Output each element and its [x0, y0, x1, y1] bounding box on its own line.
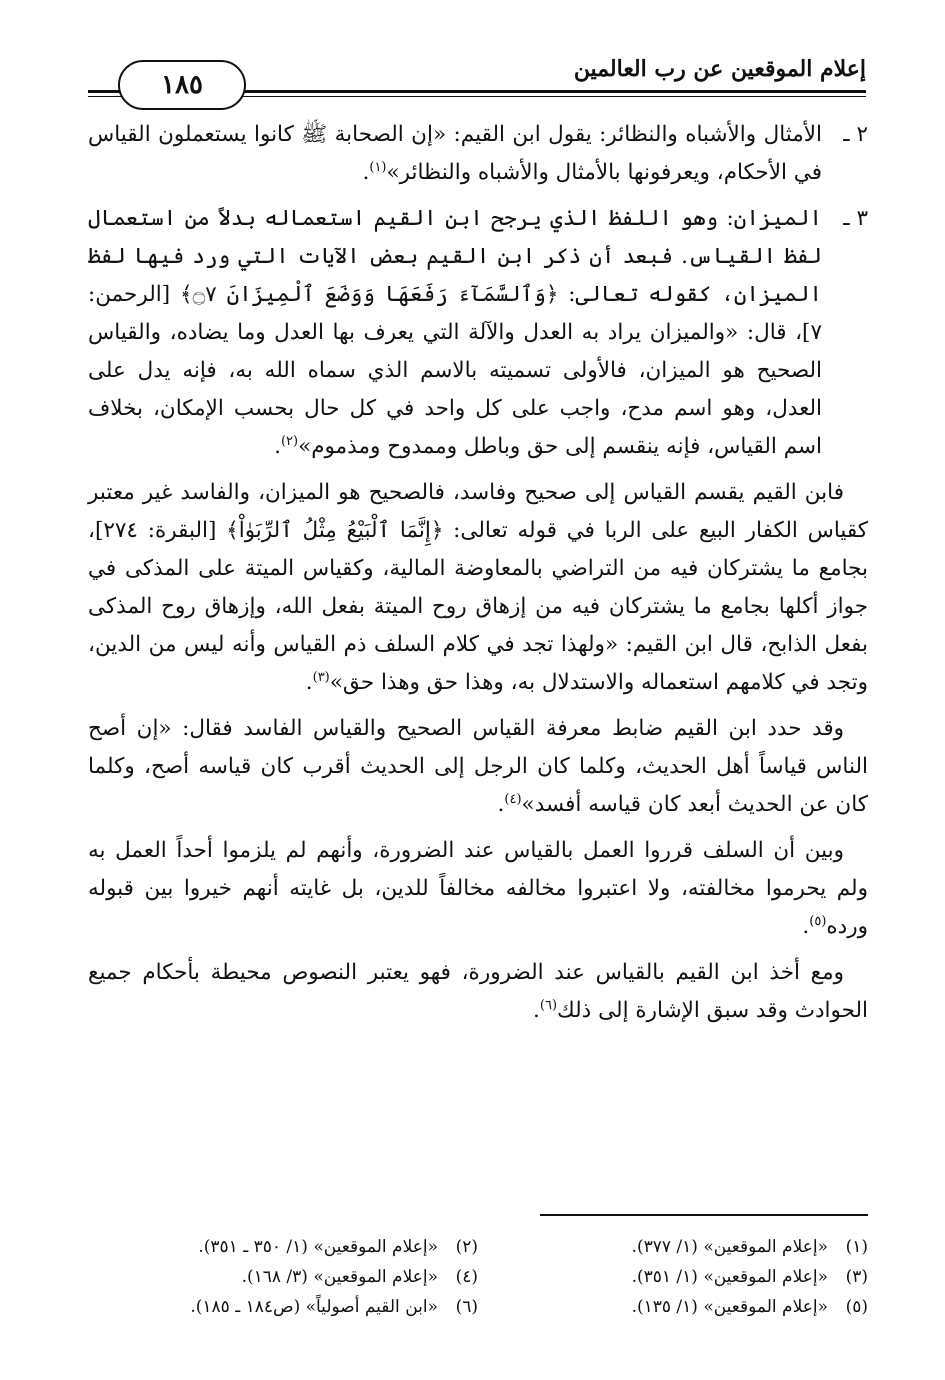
- footnote-text: «إعلام الموقعين» (١/ ١٣٥).: [631, 1297, 828, 1317]
- paragraph-text: ومع أخذ ابن القيم بالقياس عند الضرورة، فهو يعتبر النصوص محيطة بأحكام جميع الحوادث وقد سبق الإشارة إلى ذلك: [88, 960, 868, 1023]
- list-item-number: ٢ ـ: [843, 122, 868, 147]
- footnote: [478, 1262, 868, 1292]
- footnote: [478, 1292, 868, 1322]
- footnote-number: (٣): [845, 1267, 868, 1287]
- paragraph-tail: .: [305, 670, 313, 695]
- footnote-ref[interactable]: (٥): [809, 913, 827, 929]
- footnote-ref[interactable]: (٣): [312, 669, 330, 685]
- footnote-text: «ابن القيم أصولياً» (ص١٨٤ ـ ١٨٥).: [190, 1297, 438, 1317]
- footnote-ref[interactable]: (١): [369, 159, 387, 175]
- footnote-text: «إعلام الموقعين» (٣/ ١٦٨).: [241, 1267, 438, 1287]
- running-title: إعلام الموقعين عن رب العالمين: [573, 56, 866, 82]
- footnote-ref[interactable]: (٦): [539, 997, 558, 1013]
- paragraph-text: وبين أن السلف قرروا العمل بالقياس عند الضرورة، وأنهم لم يلزموا أحداً العمل به ولم يحرموا مخالفته، ولا اعتبروا مخالفه مخالفاً للدين، بل غايته أنهم خيروا بين قبوله ورده: [88, 838, 868, 939]
- list-item-text: الأمثال والأشباه والنظائر: يقول ابن القيم: «إن الصحابة ﷺ كانوا يستعملون القياس في الأحكام، ويعرفونها بالأمثال والأشباه والنظائر»: [88, 122, 822, 185]
- list-item-number: ٣ ـ: [843, 206, 868, 231]
- paragraph-tail: .: [802, 914, 810, 939]
- list-item-tail: .: [362, 160, 370, 185]
- footnote-row: [88, 1232, 868, 1262]
- footnote-text: «إعلام الموقعين» (١/ ٣٥١).: [631, 1267, 828, 1287]
- footnote: [88, 1262, 478, 1292]
- paragraph: [88, 832, 868, 946]
- page-header: [88, 52, 866, 100]
- footnote-number: (٤): [455, 1267, 478, 1287]
- paragraph-text: وقد حدد ابن القيم ضابط معرفة القياس الصحيح والقياس الفاسد فقال: «إن أصح الناس قياساً أهل الحديث، وكلما كان الرجل إلى الحديث أقرب كان قياسه أصح، وكلما كان عن الحديث أبعد كان قياسه أفسد»: [88, 716, 868, 817]
- paragraph: [88, 954, 868, 1030]
- footnote-text: «إعلام الموقعين» (١/ ٣٧٧).: [631, 1237, 828, 1257]
- page-number: ١٨٥: [118, 60, 246, 110]
- footnote-number: (٦): [455, 1297, 478, 1317]
- list-item: [88, 116, 868, 192]
- paragraph: [88, 710, 868, 824]
- list-item-tail: .: [274, 434, 281, 459]
- footnote-number: (١): [845, 1237, 868, 1257]
- list-item: [88, 200, 868, 466]
- footnote: [88, 1292, 478, 1322]
- main-text: [88, 116, 868, 1038]
- footnote-row: [88, 1292, 868, 1322]
- footnote-ref[interactable]: (٤): [504, 791, 522, 807]
- footnote-ref[interactable]: (٢): [280, 433, 299, 449]
- paragraph-tail: .: [533, 998, 540, 1023]
- list-item-text: الميزان: وهو اللفظ الذي يرجح ابن القيم استعماله بدلاً من استعمال لفظ القياس. فبعد أن ذكر ابن القيم بعض الآيات التي ورد فيها لفظ الميزان، كقوله تعالى: ﴿وَٱلسَّمَآءَ رَفَعَهَا وَوَضَعَ ٱلْمِيزَانَ ۝٧﴾ [الرحمن: ٧]، قال: «والميزان يراد به العدل والآلة التي يعرف بها العدل وما يضاده، والقياس الصحيح هو الميزان، فالأولى تسميته بالاسم الذي سماه الله به، فإنه يدل على العدل، وهو اسم مدح، واجب على كل واحد في كل حال بحسب الإمكان، بخلاف اسم القياس، فإنه ينقسم إلى حق وباطل وممدوح ومذموم»: [88, 206, 822, 459]
- footnote: [478, 1232, 868, 1262]
- paragraph: [88, 474, 868, 702]
- footnotes: [88, 1232, 868, 1322]
- footnote: [88, 1232, 478, 1262]
- paragraph-tail: .: [497, 792, 505, 817]
- footnote-number: (٢): [455, 1237, 478, 1257]
- footnote-text: «إعلام الموقعين» (١/ ٣٥٠ ـ ٣٥١).: [198, 1237, 438, 1257]
- footnote-separator: [540, 1214, 868, 1216]
- footnote-row: [88, 1262, 868, 1292]
- footnote-number: (٥): [845, 1297, 868, 1317]
- paragraph-text: فابن القيم يقسم القياس إلى صحيح وفاسد، فالصحيح هو الميزان، والفاسد غير معتبر كقياس الكفار البيع على الربا في قوله تعالى: ﴿إِنَّمَا ٱلْبَيْعُ مِثْلُ ٱلرِّبَوٰاْ﴾ [البقرة: ٢٧٤]، بجامع ما يشتركان فيه من التراضي بالمعاوضة المالية، وكقياس الميتة على المذكى في جواز أكلها بجامع ما يشتركان فيه من إزهاق روح الميتة بفعل الله، وإزهاق روح المذكى بفعل الذابح، قال ابن القيم: «ولهذا تجد في كلام السلف ذم القياس وأنه ليس من الدين، وتجد في كلامهم استعماله والاستدلال به، وهذا حق وهذا حق»: [88, 480, 868, 695]
